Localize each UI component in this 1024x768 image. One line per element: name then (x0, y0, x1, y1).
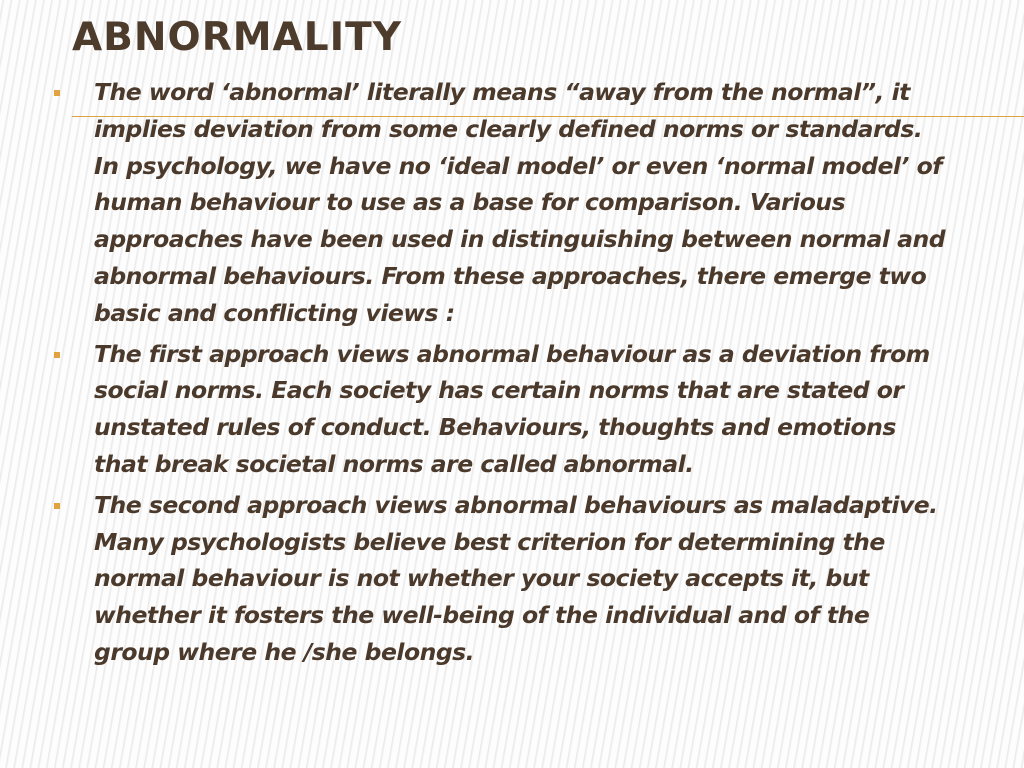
bullet-item (52, 74, 952, 332)
square-bullet-icon (54, 90, 60, 96)
bullet-text: The first approach views abnormal behaviour as a deviation from social norms. Each society has certain norms that are stated or unstated rules of conduct. Behaviours, thoughts and emotions that break societal norms are called abnormal. (94, 339, 930, 478)
bullet-item (52, 336, 952, 483)
square-bullet-icon (54, 503, 60, 509)
bullet-text: The word ‘abnormal’ literally means “away from the normal”, it implies deviation from some clearly defined norms or standards. In psychology, we have no ‘ideal model’ or even ‘normal model’ of human behaviour to use as a base for comparison. Various approaches have been used in distinguishing between normal and abnormal behaviours. From these approaches, there emerge two basic and conflicting views : (94, 78, 946, 327)
bullet-text: The second approach views abnormal behaviours as maladaptive. Many psychologists believe best criterion for determining the normal behaviour is not whether your society accepts it, but whether it fosters the well-being of the individual and of the group where he /she belongs. (94, 490, 938, 666)
bullet-item (52, 487, 952, 671)
square-bullet-icon (54, 352, 60, 358)
bullet-list (52, 74, 952, 675)
slide-title: ABNORMALITY (72, 15, 402, 60)
